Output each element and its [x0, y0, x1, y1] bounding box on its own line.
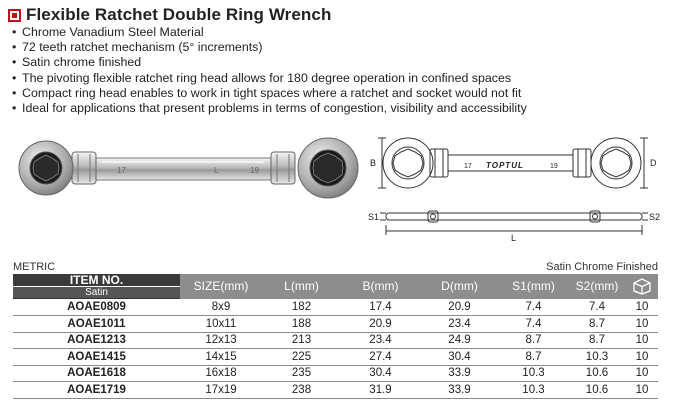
- feature-item: • 72 teeth ratchet mechanism (5° increments): [12, 40, 263, 55]
- header-item-sub: Satin: [13, 287, 180, 298]
- cell-d: 30.4: [420, 349, 499, 366]
- cell-item-no: AOAE1618: [13, 365, 180, 382]
- bullet-icon: •: [12, 70, 17, 85]
- cell-l: 225: [262, 349, 341, 366]
- cell-size: 12x13: [180, 332, 262, 349]
- cell-l: 182: [262, 299, 341, 316]
- cell-item-no: AOAE1415: [13, 349, 180, 366]
- cell-s1: 8.7: [499, 349, 568, 366]
- feature-item: • Satin chrome finished: [12, 55, 142, 70]
- photo-size-right: 19: [250, 166, 259, 175]
- cell-s1: 7.4: [499, 316, 568, 333]
- table-caption-finish: Satin Chrome Finished: [546, 261, 658, 273]
- cell-b: 27.4: [341, 349, 420, 366]
- header-package: [626, 274, 658, 299]
- cell-b: 30.4: [341, 365, 420, 382]
- bullet-icon: •: [12, 55, 17, 70]
- cell-package-qty: 10: [626, 299, 658, 316]
- header-s2: S2(mm): [568, 274, 626, 299]
- table-row: [13, 365, 658, 382]
- page-title: [8, 4, 331, 26]
- cell-d: 23.4: [420, 316, 499, 333]
- wrench-photo: [14, 120, 364, 210]
- cell-item-no: AOAE1719: [13, 382, 180, 399]
- wrench-technical-drawing: [368, 125, 668, 245]
- table-row: [13, 349, 658, 366]
- cell-size: 17x19: [180, 382, 262, 399]
- cell-d: 33.9: [420, 365, 499, 382]
- cell-b: 31.9: [341, 382, 420, 399]
- cell-s2: 10.3: [568, 349, 626, 366]
- cell-l: 238: [262, 382, 341, 399]
- header-b: B(mm): [341, 274, 420, 299]
- bullet-icon: •: [12, 25, 17, 39]
- cell-d: 20.9: [420, 299, 499, 316]
- cell-item-no: AOAE1213: [13, 332, 180, 349]
- cell-package-qty: 10: [626, 316, 658, 333]
- drawing-size-left: 17: [464, 163, 472, 170]
- feature-list: [12, 25, 652, 116]
- cell-s2: 8.7: [568, 316, 626, 333]
- bullet-icon: •: [12, 85, 17, 100]
- cell-size: 8x9: [180, 299, 262, 316]
- cell-s1: 10.3: [499, 382, 568, 399]
- cell-b: 17.4: [341, 299, 420, 316]
- cell-l: 235: [262, 365, 341, 382]
- cell-package-qty: 10: [626, 349, 658, 366]
- drawing-brand: TOPTUL: [486, 161, 524, 170]
- cell-s2: 10.6: [568, 382, 626, 399]
- title-square-icon: [8, 9, 21, 22]
- cell-s1: 7.4: [499, 299, 568, 316]
- header-item-label: ITEM NO.: [13, 274, 180, 287]
- cell-s2: 10.6: [568, 365, 626, 382]
- cell-s2: 7.4: [568, 299, 626, 316]
- photo-size-left: 17: [117, 166, 126, 175]
- cell-l: 213: [262, 332, 341, 349]
- spec-table: [13, 274, 658, 399]
- cell-d: 33.9: [420, 382, 499, 399]
- feature-item: • Compact ring head enables to work in tight spaces where a ratchet and socket would not fit: [12, 85, 522, 100]
- cell-s1: 8.7: [499, 332, 568, 349]
- drawing-label-s2: S2: [649, 212, 661, 222]
- cell-size: 14x15: [180, 349, 262, 366]
- feature-item: • Ideal for applications that present problems in terms of congestion, visibility and accessibility: [12, 101, 527, 116]
- header-s1: S1(mm): [499, 274, 568, 299]
- drawing-label-d: D: [650, 158, 657, 168]
- drawing-label-b: B: [370, 158, 377, 168]
- title-text: Flexible Ratchet Double Ring Wrench: [26, 5, 332, 24]
- drawing-label-s1: S1: [368, 212, 380, 222]
- photo-mark: L: [214, 166, 219, 175]
- feature-item: • Chrome Vanadium Steel Material: [12, 25, 204, 39]
- bullet-icon: •: [12, 40, 17, 55]
- table-row: [13, 316, 658, 333]
- package-box-icon: [632, 277, 652, 295]
- table-row: [13, 382, 658, 399]
- table-row: [13, 332, 658, 349]
- header-l: L(mm): [262, 274, 341, 299]
- header-item-no: [13, 274, 180, 299]
- cell-package-qty: 10: [626, 332, 658, 349]
- header-d: D(mm): [420, 274, 499, 299]
- cell-item-no: AOAE0809: [13, 299, 180, 316]
- table-row: [13, 299, 658, 316]
- cell-package-qty: 10: [626, 382, 658, 399]
- cell-size: 10x11: [180, 316, 262, 333]
- feature-item: • The pivoting flexible ratchet ring head allows for 180 degree operation in confined spaces: [12, 70, 512, 85]
- drawing-size-right: 19: [550, 163, 558, 170]
- table-header-row: [13, 274, 658, 299]
- cell-d: 24.9: [420, 332, 499, 349]
- cell-size: 16x18: [180, 365, 262, 382]
- cell-s2: 8.7: [568, 332, 626, 349]
- cell-item-no: AOAE1011: [13, 316, 180, 333]
- header-size: SIZE(mm): [180, 274, 262, 299]
- cell-l: 188: [262, 316, 341, 333]
- cell-b: 20.9: [341, 316, 420, 333]
- cell-package-qty: 10: [626, 365, 658, 382]
- cell-b: 23.4: [341, 332, 420, 349]
- table-caption-metric: METRIC: [13, 261, 56, 273]
- cell-s1: 10.3: [499, 365, 568, 382]
- drawing-label-l: L: [511, 233, 517, 243]
- bullet-icon: •: [12, 101, 17, 116]
